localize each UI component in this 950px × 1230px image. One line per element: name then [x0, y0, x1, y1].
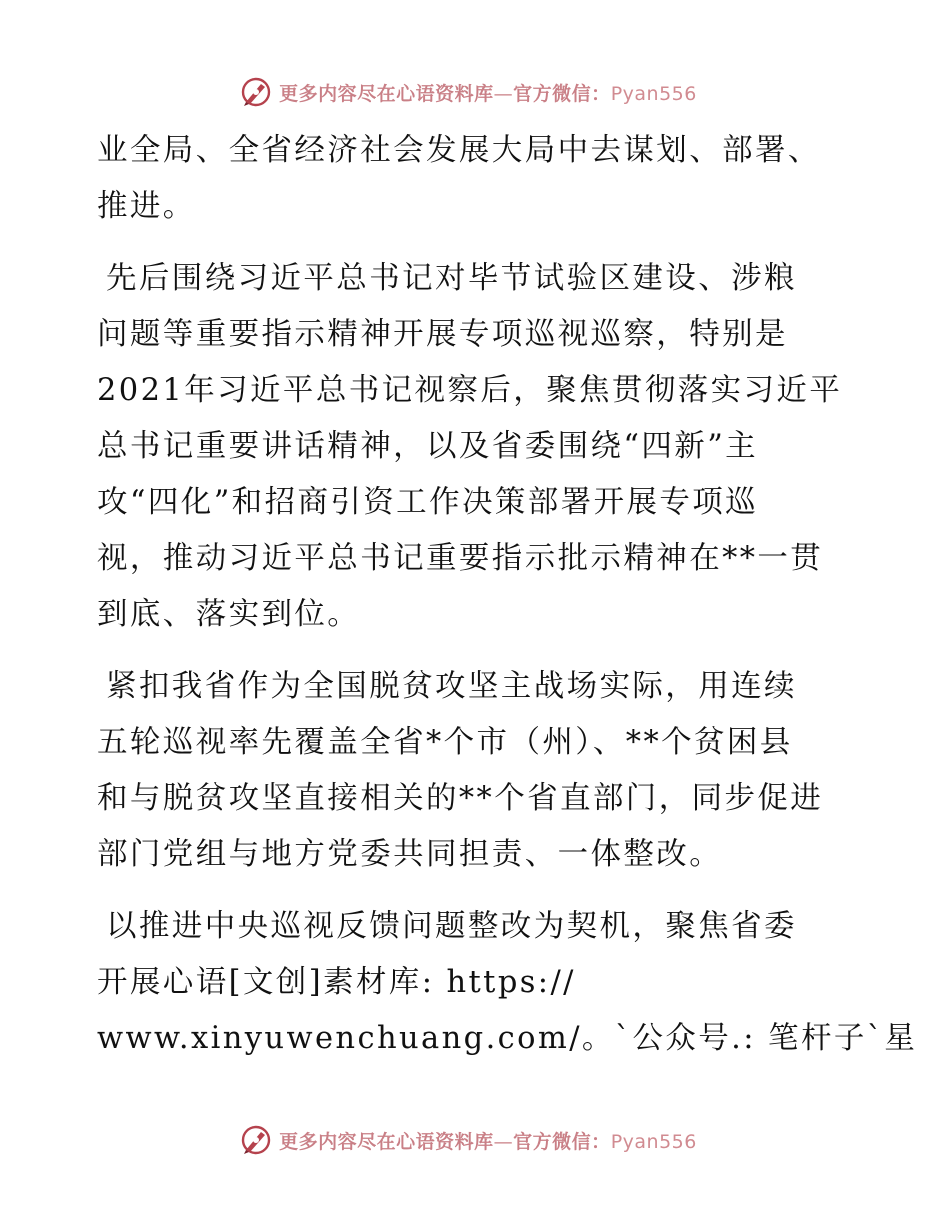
paragraph: [97, 251, 857, 643]
text-line: www.xinyuwenchuang.com/。`公众号.: 笔杆子`星: [97, 1021, 918, 1056]
text-line: 和与脱贫攻坚直接相关的**个省直部门，同步促进: [97, 781, 824, 816]
paragraph: [97, 123, 857, 235]
text-line: 总书记重要讲话精神，以及省委围绕“四新”主: [97, 429, 759, 464]
text-line: 以推进中央巡视反馈问题整改为契机，聚焦省委: [106, 909, 797, 944]
pen-logo-icon: [239, 1123, 273, 1157]
text-line: 五轮巡视率先覆盖全省*个市（州）、**个贫困县: [97, 725, 793, 760]
banner-wechat-label: 官方微信：: [513, 82, 611, 105]
text-line: 推进。: [97, 189, 196, 224]
banner-separator: —: [493, 1130, 514, 1153]
text-line: 视，推动习近平总书记重要指示批示精神在**一贯: [97, 541, 824, 576]
text-line: 到底、落实到位。: [97, 597, 361, 632]
text-line: 先后围绕习近平总书记对毕节试验区建设、涉粮: [106, 261, 797, 296]
footer-banner: [0, 1120, 950, 1160]
text-line: 部门党组与地方党委共同担责、一体整改。: [97, 837, 723, 872]
banner-title: 更多内容尽在心语资料库: [279, 82, 494, 105]
banner-wechat-id: Pyan556: [610, 82, 697, 105]
pen-logo-icon: [239, 75, 273, 109]
banner-title: 更多内容尽在心语资料库: [279, 1130, 494, 1153]
banner-separator: —: [493, 82, 514, 105]
text-line: 开展心语[文创]素材库: https://: [97, 965, 576, 1000]
paragraph: [97, 899, 918, 1067]
text-line: 紧扣我省作为全国脱贫攻坚主战场实际，用连续: [106, 669, 797, 704]
banner-wechat-label: 官方微信：: [513, 1130, 611, 1153]
banner-text: [279, 79, 697, 106]
text-line: 问题等重要指示精神开展专项巡视巡察，特别是: [97, 317, 788, 352]
text-line: 攻“四化”和招商引资工作决策部署开展专项巡: [97, 485, 759, 520]
header-banner: [0, 72, 950, 112]
text-line: 业全局、全省经济社会发展大局中去谋划、部署、: [97, 133, 821, 168]
paragraph: [97, 659, 857, 883]
banner-text: [279, 1127, 697, 1154]
banner-wechat-id: Pyan556: [610, 1130, 697, 1153]
document-body: [97, 123, 918, 1067]
text-line: 2021年习近平总书记视察后，聚焦贯彻落实习近平: [97, 373, 843, 408]
